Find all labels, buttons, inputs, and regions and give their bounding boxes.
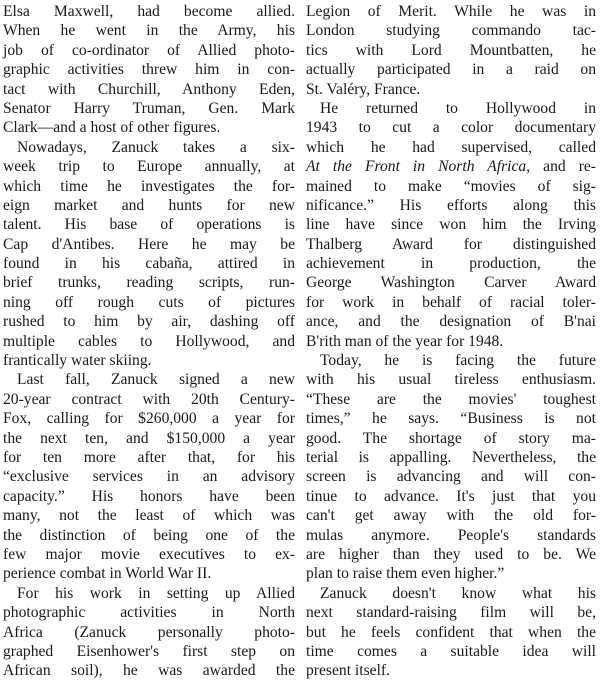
text-line: “exclusive services in an advisory (3, 468, 295, 486)
text-line: graphic activities threw him in con- (3, 61, 295, 79)
text-line: but he feels confident that when the (306, 623, 596, 641)
text-line: many, not the least of which was (3, 507, 295, 525)
text-line: Today, he is facing the future (320, 352, 596, 370)
text-line: for work in behalf of racial toler- (306, 293, 596, 311)
text-line: few major movie executives to ex- (3, 545, 295, 563)
text-line: 1943 to cut a color documentary (306, 119, 596, 137)
text-line: tact with Churchill, Anthony Eden, (3, 80, 295, 98)
text-line: terial is appalling. Nevertheless, the (306, 448, 596, 466)
text-line: Cap d'Antibes. Here he may be (3, 235, 295, 253)
text-line: ning off rough cuts of pictures (3, 293, 295, 311)
text-line: Africa (Zanuck personally photo- (3, 623, 295, 641)
text-line: times,” he says. “Business is not (306, 410, 596, 428)
text-line: good. The shortage of story ma- (306, 429, 596, 447)
text-line: are higher than they used to be. We (306, 545, 596, 563)
text-line: Clark—and a host of other figures. (3, 119, 221, 137)
text-line: Last fall, Zanuck signed a new (17, 371, 295, 389)
right-text-column (306, 2, 596, 681)
text-line: Elsa Maxwell, had become allied. (3, 3, 295, 20)
text-line: St. Valéry, France. (306, 80, 421, 98)
text-line: mulas anymore. People's standards (306, 526, 596, 544)
text-line: mained to make “movies of sig- (306, 177, 596, 195)
text-line: George Washington Carver Award (306, 274, 596, 292)
text-line: ance, and the designation of B'nai (306, 313, 596, 331)
text-line: found in his cabaña, attired in (3, 255, 295, 273)
text-line: brief trunks, reading scripts, run- (3, 274, 295, 292)
text-line: actually participated in a raid on (306, 61, 596, 79)
text-line: He returned to Hollywood in (320, 99, 596, 117)
text-line: capacity.” His honors have been (3, 487, 295, 505)
text-line: with his usual tireless enthusiasm. (306, 371, 596, 389)
text-line: week trip to Europe annually, at (3, 158, 295, 176)
text-line: rushed to him by air, dashing off (3, 313, 295, 331)
text-line: present itself. (306, 662, 391, 680)
text-line: nificance.” His efforts along this (306, 196, 596, 214)
text-line: screen is advancing and will con- (306, 468, 596, 486)
text-line: African soil), he was awarded the (3, 662, 295, 680)
text-line: achievement in production, the (306, 255, 596, 273)
text-line: for ten more after that, for his (3, 448, 295, 466)
text-line: graphed Eisenhower's first step on (3, 642, 295, 660)
text-line: eign market and hunts for new (3, 196, 295, 214)
text-line: job of co-ordinator of Allied photo- (3, 41, 295, 59)
text-line: tics with Lord Mountbatten, he (306, 41, 596, 59)
text-line: Legion of Merit. While he was in (306, 3, 596, 20)
text-line: perience combat in World War II. (3, 565, 212, 583)
text-line: tinue to advance. It's just that you (306, 487, 596, 505)
text-line: line have since won him the Irving (306, 216, 596, 234)
text-line: time comes a suitable idea will (306, 642, 596, 660)
text-line: which time he investigates the for- (3, 177, 295, 195)
text-line: For his work in setting up Allied (17, 584, 295, 602)
text-line: “These are the movies' toughest (306, 390, 596, 408)
text-line: plan to raise them even higher.” (306, 565, 505, 583)
text-line: frantically water skiing. (3, 352, 152, 370)
text-line: multiple cables to Hollywood, and (3, 332, 295, 350)
text-line: B'rith man of the year for 1948. (306, 332, 504, 350)
text-line: photographic activities in North (3, 604, 295, 622)
text-line: Senator Harry Truman, Gen. Mark (3, 99, 295, 117)
text-line: next standard-raising film will be, (306, 604, 596, 622)
text-line: Zanuck doesn't know what his (320, 584, 596, 602)
text-line: 20-year contract with 20th Century- (3, 390, 295, 408)
text-line: At the Front in North Africa, and re- (306, 158, 596, 176)
text-line: Nowadays, Zanuck takes a six- (17, 138, 295, 156)
text-line: Fox, calling for $260,000 a year for (3, 410, 295, 428)
text-line: London studying commando tac- (306, 22, 596, 40)
text-line: the next ten, and $150,000 a year (3, 429, 295, 447)
text-line: which he had supervised, called (306, 138, 596, 156)
text-line: the distinction of being one of the (3, 526, 295, 544)
text-line: When he went in the Army, his (3, 22, 295, 40)
text-line: talent. His base of operations is (3, 216, 295, 234)
left-text-column (3, 2, 295, 681)
text-line: Thalberg Award for distinguished (306, 235, 596, 253)
text-line: can't get away with the old for- (306, 507, 596, 525)
